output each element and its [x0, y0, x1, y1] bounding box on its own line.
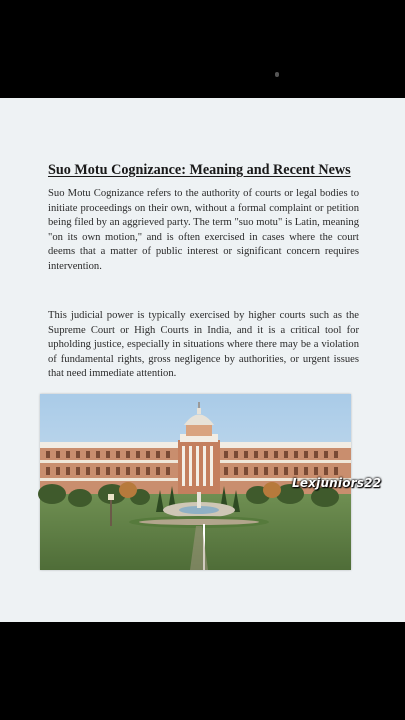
dust-speck [275, 72, 279, 77]
bottom-letterbox [0, 622, 405, 720]
article-title: Suo Motu Cognizance: Meaning and Recent News [48, 162, 351, 178]
supreme-court-photo [40, 394, 382, 570]
article-paragraph-1: Suo Motu Cognizance refers to the authority of courts or legal bodies to initiate proceedings on their own, without a formal complaint or petition being filed by an aggrieved party. The term "suo motu" is Latin, meaning "on its own motion," and is often exercised in cases where the court deems that a matter of public interest or significant concern requires intervention. [48, 188, 359, 272]
document-page [0, 98, 405, 622]
top-letterbox [0, 0, 405, 98]
watermark-text: Lexjuniors22 [292, 476, 382, 490]
article-paragraph-2: This judicial power is typically exercised by higher courts such as the Supreme Court or High Courts in India, and it is a critical tool for upholding justice, especially in situations where there may be a violation of fundamental rights, gross negligence by authorities, or urgent issues that need immediate attention. [48, 310, 359, 380]
